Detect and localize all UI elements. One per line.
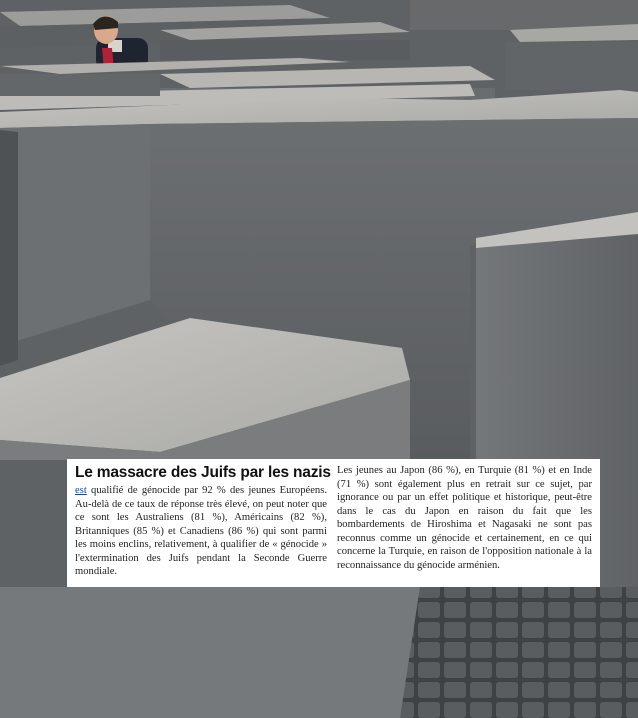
left-stela-edge xyxy=(0,130,18,366)
right-paragraph: Les jeunes au Japon (86 %), en Turquie (81 %) et en Inde (71 %) sont également plus en retrait sur ce sujet, par ignorance ou par un effet politique et historique, peut-être dans le cas du Japon en raison du fait que les bombardements de Hiroshima et Nagasaki ne sont pas reconnus comme un génocide et certainement, en ce qui concerne la Turquie, en raison de l'opposition nationale à la reconnaissance du génocide arménien. xyxy=(337,465,592,571)
foreground-stela-lower-face xyxy=(0,587,420,718)
caption-left-column xyxy=(75,464,331,583)
left-paragraph-text: qualifié de génocide par 92 % des jeunes Européens. Au-delà de ce taux de réponse très élevé, on peut noter que ce sont les Australiens (81 %), Américains (82 %), Britanniques (85 %) et Canadiens (86 %) qui sont parmi les moins enclins, relativement, à qualifier de « génocide » l'extermination des Juifs pendant la Seconde Guerre mondiale. xyxy=(75,485,327,577)
far-stela-face-3 xyxy=(505,42,638,90)
article-headline: Le massacre des Juifs par les nazis xyxy=(75,464,331,481)
far-stela-right xyxy=(410,0,638,30)
article-caption-box xyxy=(67,459,600,587)
mid-stela-face-1 xyxy=(0,74,160,96)
caption-right-column xyxy=(337,464,592,583)
far-stela-face-2 xyxy=(160,40,410,60)
left-paragraph xyxy=(75,484,327,579)
cobblestone-ground xyxy=(400,587,638,718)
lead-link[interactable]: est xyxy=(75,485,87,496)
